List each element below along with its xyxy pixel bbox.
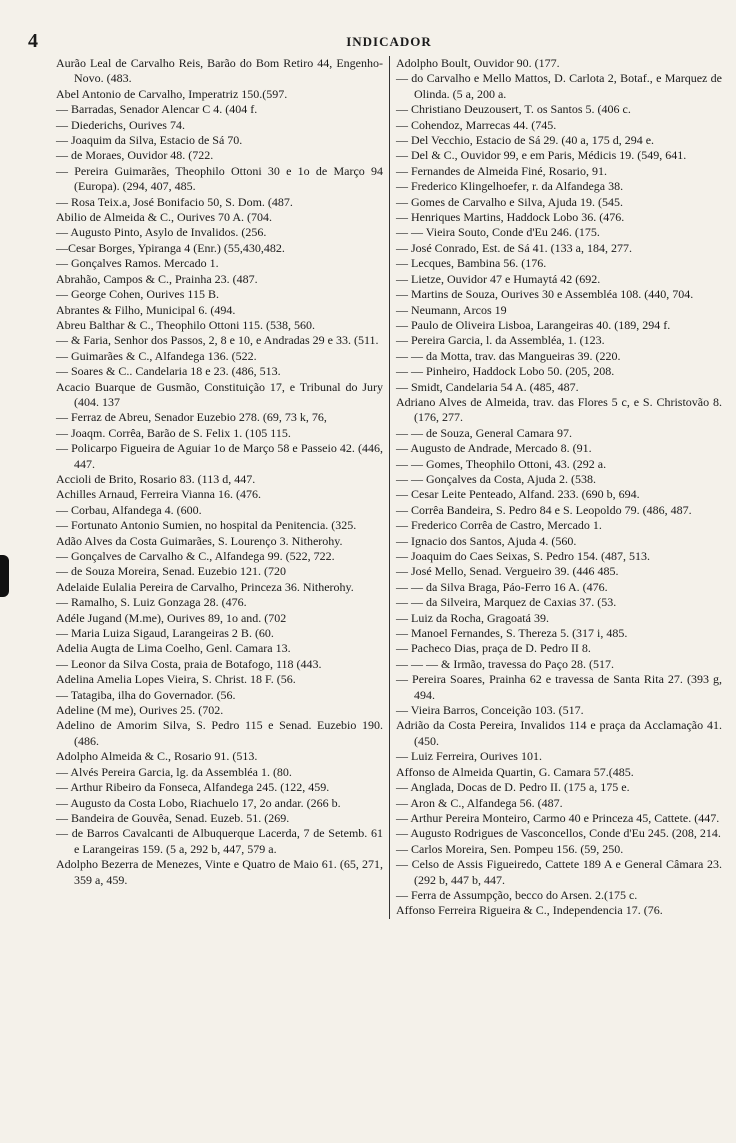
directory-entry: — Fernandes de Almeida Finé, Rosario, 91. [396, 163, 607, 178]
directory-entry: — Maria Luiza Sigaud, Larangeiras 2 B. (60. [56, 626, 274, 641]
directory-entry: Adelina Amelia Lopes Vieira, S. Christ. 18 F. (56. [56, 672, 296, 687]
directory-entry: — Del & C., Ouvidor 99, e em Paris, Médicis 19. (549, 641. [396, 148, 687, 163]
directory-entry: — — Vieira Souto, Conde d'Eu 246. (175. [396, 225, 600, 240]
directory-entry: — Pacheco Dias, praça de D. Pedro II 8. [396, 641, 591, 656]
directory-entry: — Leonor da Silva Costa, praia de Botafogo, 118 (443. [56, 656, 322, 671]
directory-entry: — Manoel Fernandes, S. Thereza 5. (317 i, 485. [396, 626, 628, 641]
directory-entry: Abilio de Almeida & C., Ourives 70 A. (704. [56, 210, 272, 225]
directory-entry: — Guimarães & C., Alfandega 136. (522. [56, 348, 257, 363]
page-number: 4 [28, 30, 38, 52]
directory-entry: — Policarpo Figueira de Aguiar 1o de Março 58 e Passeio 42. (446, 447. [56, 441, 383, 471]
directory-entry: — Augusto de Andrade, Mercado 8. (91. [396, 441, 592, 456]
directory-entry: — Ramalho, S. Luiz Gonzaga 28. (476. [56, 595, 247, 610]
directory-entry: — George Cohen, Ourives 115 B. [56, 287, 219, 302]
directory-entry: Abrahão, Campos & C., Prainha 23. (487. [56, 271, 258, 286]
page-header [28, 30, 722, 56]
directory-entry: — Cohendoz, Marrecas 44. (745. [396, 117, 557, 132]
directory-entry: Adéle Jugand (M.me), Ourives 89, 1o and. (702 [56, 610, 287, 625]
directory-entry: — — Pinheiro, Haddock Lobo 50. (205, 208. [396, 364, 615, 379]
right-column [389, 56, 722, 919]
directory-entry: — Gonçalves Ramos. Mercado 1. [56, 256, 219, 271]
directory-entry: — Bandeira de Gouvêa, Senad. Euzeb. 51. (269. [56, 810, 290, 825]
directory-entry: — Gomes de Carvalho e Silva, Ajuda 19. (545. [396, 194, 623, 209]
directory-entry: — — Gonçalves da Costa, Ajuda 2. (538. [396, 471, 596, 486]
directory-entry: — Augusto da Costa Lobo, Riachuelo 17, 2o andar. (266 b. [56, 795, 341, 810]
directory-entry: — Tatagiba, ilha do Governador. (56. [56, 687, 236, 702]
directory-entry: Abel Antonio de Carvalho, Imperatriz 150.(597. [56, 86, 288, 101]
directory-entry: Accioli de Brito, Rosario 83. (113 d, 447. [56, 471, 256, 486]
directory-entry: — Corbau, Alfandega 4. (600. [56, 502, 202, 517]
directory-entry: — Vieira Barros, Conceição 103. (517. [396, 703, 584, 718]
directory-entry: — Diederichs, Ourives 74. [56, 117, 185, 132]
directory-entry: — Ignacio dos Santos, Ajuda 4. (560. [396, 533, 577, 548]
directory-entry: — Henriques Martins, Haddock Lobo 36. (476. [396, 210, 625, 225]
directory-entry: — José Conrado, Est. de Sá 41. (133 a, 184, 277. [396, 240, 632, 255]
directory-entry: Adolpho Boult, Ouvidor 90. (177. [396, 56, 560, 70]
directory-entry: Adriano Alves de Almeida, trav. das Flores 5 c, e S. Christovão 8. (176, 277. [396, 394, 722, 425]
directory-entry: — Pereira Garcia, l. da Assembléa, 1. (123. [396, 333, 605, 348]
directory-entry: — Joaqm. Corrêa, Barão de S. Felix 1. (105 115. [56, 425, 291, 440]
directory-entry: — Cesar Leite Penteado, Alfand. 233. (690 b, 694. [396, 487, 640, 502]
directory-entry: — Fortunato Antonio Sumien, no hospital da Penitencia. (325. [56, 518, 357, 533]
directory-entry: — Luiz da Rocha, Gragoatá 39. [396, 610, 549, 625]
directory-entry: — — de Souza, General Camara 97. [396, 425, 572, 440]
directory-entry: — Aron & C., Alfandega 56. (487. [396, 795, 563, 810]
directory-entry: Acacio Buarque de Gusmão, Constituição 17, e Tribunal do Jury (404. 137 [56, 379, 383, 409]
left-column [56, 56, 389, 919]
running-title: INDICADOR [346, 34, 432, 49]
directory-entry: — Smidt, Candelaria 54 A. (485, 487. [396, 379, 579, 394]
directory-entry: — Soares & C.. Candelaria 18 e 23. (486, 513. [56, 364, 281, 379]
directory-entry: — Gonçalves de Carvalho & C., Alfandega 99. (522, 722. [56, 549, 335, 563]
directory-entry: —Cesar Borges, Ypiranga 4 (Enr.) (55,430,482. [56, 240, 285, 255]
directory-entry: — Lietze, Ouvidor 47 e Humaytá 42 (692. [396, 271, 601, 286]
directory-entry: Adelino de Amorim Silva, S. Pedro 115 e Senad. Euzebio 190. (486. [56, 718, 383, 748]
directory-entry: Adolpho Bezerra de Menezes, Vinte e Quatro de Maio 61. (65, 271, 359 a, 459. [56, 857, 383, 887]
directory-entry: — Lecques, Bambina 56. (176. [396, 256, 547, 271]
directory-entry: — Augusto Pinto, Asylo de Invalidos. (256. [56, 225, 267, 240]
directory-entry: — Del Vecchio, Estacio de Sá 29. (40 a, 175 d, 294 e. [396, 133, 655, 148]
directory-entry: — Joaquim da Silva, Estacio de Sá 70. [56, 133, 243, 148]
directory-entry: — de Moraes, Ouvidor 48. (722. [56, 148, 214, 163]
directory-entry: — Paulo de Oliveira Lisboa, Larangeiras 40. (189, 294 f. [396, 317, 671, 332]
directory-entry: — — da Motta, trav. das Mangueiras 39. (220. [396, 348, 621, 363]
directory-entry: Adrião da Costa Pereira, Invalidos 114 e praça da Acclamação 41. (450. [396, 718, 722, 748]
directory-entry: — Neumann, Arcos 19 [396, 302, 507, 317]
directory-entry: — & Faria, Senhor dos Passos, 2, 8 e 10, e Andradas 29 e 33. (511. [56, 333, 379, 348]
directory-entry: Adelaide Eulalia Pereira de Carvalho, Princeza 36. Nitherohy. [56, 579, 354, 594]
directory-entry: Abrantes & Filho, Municipal 6. (494. [56, 302, 236, 317]
directory-entry: Achilles Arnaud, Ferreira Vianna 16. (476. [56, 487, 262, 502]
directory-entry: — — da Silva Braga, Páo-Ferro 16 A. (476. [396, 579, 608, 594]
directory-entry: Abreu Balthar & C., Theophilo Ottoni 115. (538, 560. [56, 317, 315, 332]
directory-entry: — Alvés Pereira Garcia, lg. da Assembléa 1. (80. [56, 764, 292, 779]
directory-entry: — Martins de Souza, Ourives 30 e Assembléa 108. (440, 704. [396, 287, 694, 302]
ink-blot [0, 555, 9, 597]
directory-columns [56, 56, 722, 919]
directory-entry: — Pereira Guimarães, Theophilo Ottoni 30 e 1o de Março 94 (Europa). (294, 407, 485. [56, 163, 383, 194]
directory-entry: — Ferraz de Abreu, Senador Euzebio 278. (69, 73 k, 76, [56, 410, 327, 425]
directory-entry: — Christiano Deuzousert, T. os Santos 5. (406 c. [396, 102, 631, 117]
directory-entry: — José Mello, Senad. Vergueiro 39. (446 485. [396, 564, 619, 579]
directory-entry: — — — & Irmão, travessa do Paço 28. (517. [396, 656, 614, 671]
directory-entry: — de Barros Cavalcanti de Albuquerque Lacerda, 7 de Setemb. 61 e Larangeiras 159. (5 a, 292 b, 447, 579 a. [56, 826, 383, 856]
directory-entry: — Corrêa Bandeira, S. Pedro 84 e S. Leopoldo 79. (486, 487. [396, 502, 692, 517]
directory-entry: — Pereira Soares, Prainha 62 e travessa de Santa Rita 27. (393 g, 494. [396, 672, 722, 702]
directory-entry: — Carlos Moreira, Sen. Pompeu 156. (59, 250. [396, 841, 624, 856]
directory-entry: — Ferra de Assumpção, becco do Arsen. 2.(175 c. [396, 887, 638, 902]
directory-entry: — Celso de Assis Figueiredo, Cattete 189 A e General Câmara 23. (292 b, 447 b, 447. [396, 857, 722, 887]
directory-entry: — Rosa Teix.a, José Bonifacio 50, S. Dom. (487. [56, 194, 293, 209]
directory-entry: Adelia Augta de Lima Coelho, Genl. Camara 13. [56, 641, 291, 656]
directory-entry: — Barradas, Senador Alencar C 4. (404 f. [56, 102, 258, 117]
directory-entry: — Frederico Klingelhoefer, r. da Alfandega 38. [396, 179, 624, 194]
directory-entry: — Frederico Corrêa de Castro, Mercado 1. [396, 518, 602, 533]
directory-entry: — Arthur Ribeiro da Fonseca, Alfandega 245. (122, 459. [56, 780, 330, 795]
directory-entry: Adolpho Almeida & C., Rosario 91. (513. [56, 749, 258, 764]
directory-entry: Adeline (M me), Ourives 25. (702. [56, 703, 224, 718]
directory-entry: Aurão Leal de Carvalho Reis, Barão do Bom Retiro 44, Engenho-Novo. (483. [56, 56, 383, 86]
directory-entry: Affonso de Almeida Quartin, G. Camara 57.(485. [396, 764, 634, 779]
directory-entry: — Augusto Rodrigues de Vasconcellos, Conde d'Eu 245. (208, 214. [396, 826, 721, 841]
directory-entry: — Joaquim do Caes Seixas, S. Pedro 154. (487, 513. [396, 549, 650, 563]
directory-entry: — Anglada, Docas de D. Pedro II. (175 a, 175 e. [396, 780, 630, 795]
directory-entry: Adão Alves da Costa Guimarães, S. Lourenço 3. Nitherohy. [56, 533, 343, 548]
directory-entry: — — da Silveira, Marquez de Caxias 37. (53. [396, 595, 617, 610]
directory-entry: — — Gomes, Theophilo Ottoni, 43. (292 a. [396, 456, 607, 471]
directory-entry: Affonso Ferreira Rigueira & C., Independencia 17. (76. [396, 903, 663, 918]
directory-entry: — Luiz Ferreira, Ourives 101. [396, 749, 542, 764]
directory-entry: — de Souza Moreira, Senad. Euzebio 121. (720 [56, 564, 286, 579]
directory-entry: — Arthur Pereira Monteiro, Carmo 40 e Princeza 45, Cattete. (447. [396, 810, 720, 825]
directory-entry: — do Carvalho e Mello Mattos, D. Carlota 2, Botaf., e Marquez de Olinda. (5 a, 200 a. [396, 71, 722, 101]
